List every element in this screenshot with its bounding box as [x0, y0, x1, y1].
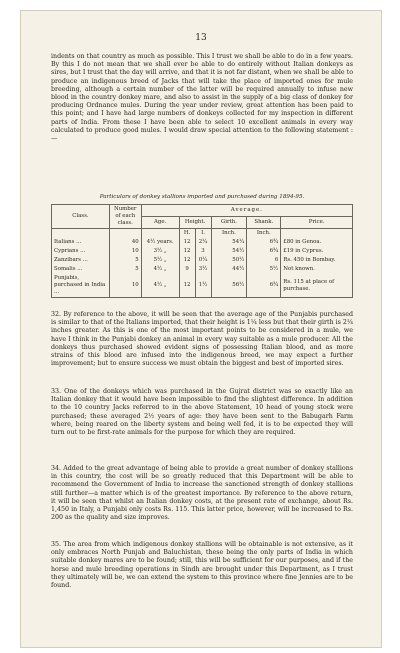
table-caption: Particulars of donkey stallions imported and purchased during 1894-95. [99, 194, 305, 200]
document-page [20, 10, 382, 648]
paragraph-35: 35. The area from which indigenous donkey stallions will be obtainable is not extensive, as it only embraces North Punjab and Baluchistan, these being the only parts of India in which suitable donkey mares are to be found; still, this will be sufficient for our purposes, and if the horse and mule breeding operations in Sindh are brought under this Department, as I trust they ultimately will be, we can extend the system to this province where fine Jennies are to be found. [51, 541, 353, 590]
unit-hands: H. [179, 229, 195, 239]
cell-height-hands: 12 [179, 274, 195, 298]
cell-girth: 54¼ [211, 238, 247, 247]
page-number: 13 [195, 33, 207, 43]
cell-height-hands: 12 [179, 256, 195, 265]
cell-number: 10 [109, 274, 141, 298]
donkey-stallions-table [51, 204, 353, 298]
header-girth: Girth. [211, 217, 247, 229]
cell-height-hands: 12 [179, 238, 195, 247]
unit-girth: Inch. [211, 229, 247, 239]
unit-shank: Inch. [247, 229, 281, 239]
cell-girth: 44½ [211, 265, 247, 274]
cell-price: Rs. 450 in Bombay. [281, 256, 353, 265]
cell-girth: 56½ [211, 274, 247, 298]
cell-age: 4½ „ [141, 265, 179, 274]
header-shank: Shank. [247, 217, 281, 229]
cell-height-inches: 3 [195, 247, 211, 256]
intro-paragraph: indents on that country as much as possible. This I trust we shall be able to do in a few years. By this I do not mean that we shall ever be able to do entirely without Italian donkeys as sires, but I trust that the day will arrive, and that it is not far distant, when we shall be able to produce an indigenous breed of Jacks that will take the place of imported ones for mule breeding, although a certain number of the latter will be required annually to infuse new blood in the country donkey mare, and also to assist in the supply of a big class of donkey for producing Ordnance mules. During the year under review, great attention has been paid to this point; and I have had large numbers of donkeys collected for my inspection in different parts of India. From these I have been able to select 10 excellent animals in every way calculated to produce good mules. I would draw special attention to the following statement :— [51, 53, 353, 143]
cell-girth: 50½ [211, 256, 247, 265]
header-class: Class. [52, 205, 110, 229]
cell-height-inches: 1½ [195, 274, 211, 298]
table-row [52, 265, 353, 274]
cell-price: £80 in Genoa. [281, 238, 353, 247]
cell-shank: 6¾ [247, 238, 281, 247]
cell-height-hands: 9 [179, 265, 195, 274]
cell-price: £19 in Cyprus. [281, 247, 353, 256]
cell-shank: 6 [247, 256, 281, 265]
cell-height-hands: 12 [179, 247, 195, 256]
table-header-row [52, 205, 353, 217]
cell-number: 5 [109, 256, 141, 265]
cell-number: 10 [109, 247, 141, 256]
table-row [52, 238, 353, 247]
cell-class: Italians ... [52, 238, 110, 247]
header-age: Age. [141, 217, 179, 229]
cell-number: 40 [109, 238, 141, 247]
header-price: Price. [281, 217, 353, 229]
cell-age: 5½ „ [141, 256, 179, 265]
table-row [52, 274, 353, 298]
table-row [52, 247, 353, 256]
cell-girth: 54½ [211, 247, 247, 256]
cell-shank: 6¾ [247, 274, 281, 298]
cell-age: 4½ „ [141, 274, 179, 298]
cell-age: 3½ „ [141, 247, 179, 256]
header-average: Average. [141, 205, 352, 217]
paragraph-33: 33. One of the donkeys which was purchased in the Gujrat district was so exactly like an Italian donkey that it would have been impossible to find the slightest difference. In addition to the 10 country Jacks referred to in the above Statement, 10 head of young stock were purchased; these averaged 2½ years of age: they have been sent to the Babugarh Farm where, being reared on the liberty system and being well fed, it is to be expected they will turn out to be first-rate animals for the purpose for which they are required. [51, 388, 353, 437]
cell-height-inches: 3½ [195, 265, 211, 274]
table-row [52, 256, 353, 265]
paragraph-32: 32. By reference to the above, it will be seen that the average age of the Punjabis purchased is similar to that of the Italians imported, that their height is 1¼ less but that their girth is 2¼ inches greater. As this is one of the most important points to be considered in a mule, we have I think in the Punjabi donkey an animal in every way suitable as a mule producer. All the donkeys thus purchased showed evident signs of possessing Italian blood, and as more strains of this blood are infused into the indigenous breed, we may expect a further improvement; but to ensure success we must obtain the biggest and best of imported sires. [51, 311, 353, 368]
cell-age: 4½ years. [141, 238, 179, 247]
cell-price: Not known. [281, 265, 353, 274]
cell-class: Cyprians ... [52, 247, 110, 256]
cell-shank: 5½ [247, 265, 281, 274]
cell-price: Rs. 115 at place of purchase. [281, 274, 353, 298]
header-height: Height. [179, 217, 211, 229]
cell-class: Somalis ... [52, 265, 110, 274]
header-number: Number of each class. [109, 205, 141, 229]
cell-shank: 6¾ [247, 247, 281, 256]
cell-class: Punjabis, purchased in India ... [52, 274, 110, 298]
units-row [52, 229, 353, 239]
unit-inches: I. [195, 229, 211, 239]
cell-height-inches: 2¼ [195, 238, 211, 247]
cell-class: Zanzibars ... [52, 256, 110, 265]
cell-number: 5 [109, 265, 141, 274]
cell-height-inches: 0¼ [195, 256, 211, 265]
paragraph-34: 34. Added to the great advantage of being able to provide a great number of donkey stallions in this country, the cost will be so greatly reduced that this Department will be able to recommend the Government of India to increase the sanctioned strength of donkey stallions still further—a matter which is of the greatest importance. By reference to the above return, it will be seen that whilst an Italian donkey costs, at the present rate of exchange, about Rs. 1,450 in Italy, a Punjabi only costs Rs. 115. This latter price, however, will be increased to Rs. 200 as the quality and size improves. [51, 465, 353, 522]
